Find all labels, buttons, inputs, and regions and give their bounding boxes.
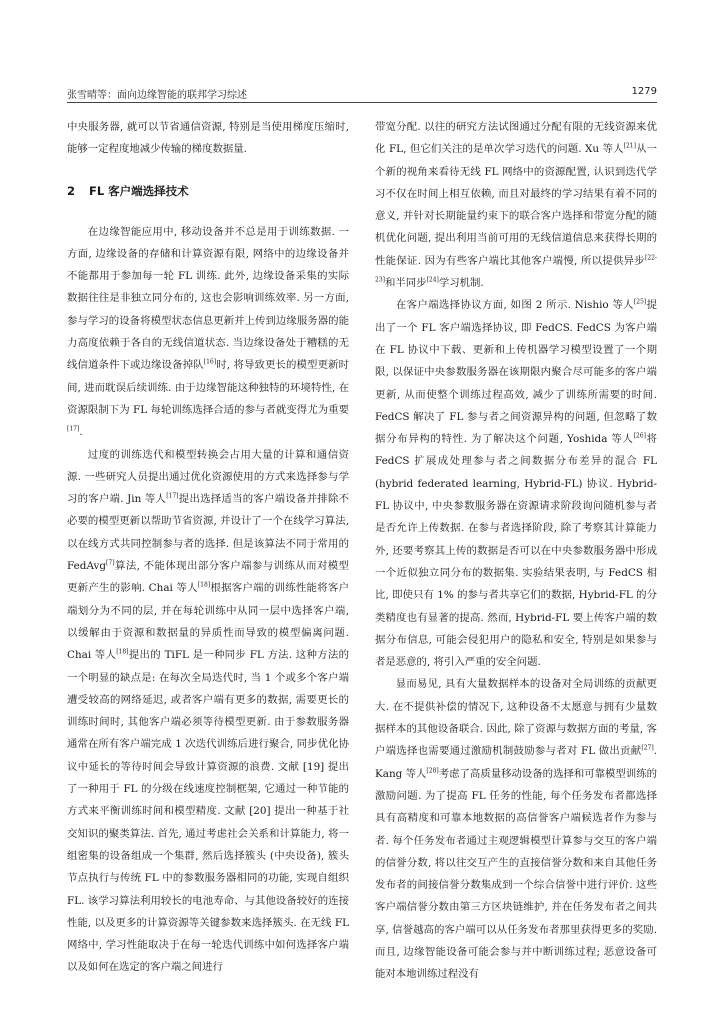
citation[interactable]: [17] (166, 492, 179, 500)
section-heading (67, 176, 349, 206)
page-number: 1279 (631, 86, 657, 97)
citation[interactable]: [7] (106, 559, 115, 567)
paragraph: 带宽分配. 以往的研究方法试图通过分配有限的无线资源来优化 FL, 但它们关注的是单次学习迭代的问题. Xu 等人[21]从一个新的视角来看待无线 FL 网络中的资源配置, 认识到迭代学习不仅在时间上相互依赖, 而且对最终的学习结果有着不同的意义, 并针对长期能量约束下的联合客户选择和带宽分配的随机优化问题, 提出利用当前可用的无线信道信息来获得长期的性能保证. 因为有些客户端比其他客户端慢, 所以提供异步[22-23]和半同步[24]学习机制. (375, 121, 657, 290)
citation[interactable]: [17] (67, 425, 80, 433)
citation[interactable]: [22-23] (375, 254, 657, 284)
section-title: FL 客户端选择技术 (89, 183, 189, 198)
section-number: 2 (67, 183, 76, 198)
paragraph: 在边缘智能应用中, 移动设备并不总是用于训练数据. 一方面, 边缘设备的存储和计算资源有限, 网络中的边缘设备并不能都用于参加每一轮 FL 训练. 此外, 边缘设备采集的实际数据往往是非独立同分布的, 这也会影响训练效率. 另一方面, 参与学习的设备将模型状态信息更新并上传到边缘服务器的能力高度依赖于各自的无线信道状态. 当边缘设备处于糟糕的无线信道条件下或边缘设备掉队[16]时, 将导致更长的模型更新时间, 进而耽误后续训练. 由于边缘智能这种独特的环境特性, 在资源限制下为 FL 每轮训练选择合适的参与者就变得尤为重要[17]. (67, 225, 349, 439)
header-rule (67, 102, 657, 103)
citation[interactable]: [25] (633, 298, 647, 306)
citation[interactable]: [28] (426, 767, 439, 775)
paragraph: 过度的训练迭代和模型转换会占用大量的计算和通信资源. 一些研究人员提出通过优化资源使用的方式来选择参与学习的客户端. Jin 等人[17]提出选择适当的客户端设备并排除不必要的模型更新以帮助节省资源, 并设计了一个在线学习算法, 以在线方式共同控制参与者的选择. 但是该算法不同于常用的 FedAvg[7]算法, 不能体现出部分客户端参与训练从而对模型更新产生的影响. Chai 等人[18]根据客户端的训练性能将客户端划分为不同的层, 并在每轮训练中从同一层中选择客户端, 以缓解由于资源和数据量的异质性而导致的模型偏离问题. Chai 等人[18]提出的 TiFL 是一种同步 FL 方法. 这种方法的一个明显的缺点是: 在每次全局迭代时, 当 1 个或多个客户端遭受较高的网络延迟, 或者客户端有更多的数据, 需要更长的训练时间时, 其他客户端必须等待模型更新. 由于参数服务器通常在所有客户端完成 1 次迭代训练后进行聚合, 同步优化协议中延长的等待时间会导致计算资源的浪费. 文献 [19] 提出了一种用于 FL 的分级在线速度控制框架, 它通过一种节能的方式来平衡训练时间和模型精度. 文献 [20] 提出一种基于社交知识的聚类算法. 首先, 通过考虑社会关系和计算能力, 将一组密集的设备组成一个集群, 然后选择簇头 (中央设备), 簇头节点执行与传统 FL 中的参数服务器相同的功能, 实现自组织 FL. 该学习算法利用较长的电池寿命、与其他设备较好的连接性能, 以及更多的计算资源等关键参数来选择簇头. 在无线 FL 网络中, 学习性能取决于在每一轮迭代训练中如何选择客户端以及如何在选定的客户端之间进行 (67, 448, 349, 974)
citation[interactable]: [18] (116, 648, 129, 656)
citation[interactable]: [18] (197, 581, 211, 589)
right-column (375, 116, 657, 996)
citation[interactable]: [16] (203, 358, 217, 366)
running-header (67, 86, 657, 100)
paragraph: 中央服务器, 就可以节省通信资源, 特别是当使用梯度压缩时, 能够一定程度地减少传输的梯度数据量. (67, 121, 349, 156)
left-column (67, 116, 349, 996)
paragraph: 在客户端选择协议方面, 如图 2 所示. Nishio 等人[25]提出了一个 FL 客户端选择协议, 即 FedCS. FedCS 为客户端在 FL 协议中下载、更新和上传机器学习模型设置了一个期限, 以保证中央参数服务器在该期限内聚合尽可能多的客户端更新, 从而使整个训练过程高效, 减少了训练所需要的时间. FedCS 解决了 FL 参与者之间资源异构的问题, 但忽略了数据分布异构的特性. 为了解决这个问题, Yoshida 等人[26]将 FedCS 扩展成处理参与者之间数据分布差异的混合 FL (hybrid federated learning, Hybrid-FL) 协议. Hybrid-FL 协议中, 中央参数服务器在资源请求阶段询问随机参与者是否允许上传数据. 在参与者选择阶段, 除了考察其计算能力外, 还要考察其上传的数据是否可以在中央参数服务器中形成一个近似独立同分布的数据集. 实验结果表明, 与 FedCS 相比, 即使只有 1% 的参与者共享它们的数据, Hybrid-FL 的分类精度也有显著的提高. 然而, Hybrid-FL 要上传客户端的数据分布信息, 可能会侵犯用户的隐私和安全, 特别是如果参与者是恶意的, 将引入严重的安全问题. (375, 298, 657, 669)
citation[interactable]: [26] (633, 432, 646, 440)
paragraph: 显而易见, 具有大量数据样本的设备对全局训练的贡献更大. 在不提供补偿的情况下, 这种设备不太愿意与拥有少量数据样本的其他设备联合. 因此, 除了资源与数据方面的考量, 客户端选择也需要通过激励机制鼓励参与者对 FL 做出贡献[27]. Kang 等人[28]考虑了高质量移动设备的选择和可靠模型训练的激励问题. 为了提高 FL 任务的性能, 每个任务发布者都选择具有高精度和可靠本地数据的高信誉客户端候选者作为参与者. 每个任务发布者通过主观逻辑模型计算参与交互的客户端的信誉分数, 将以往交互产生的直接信誉分数和来自其他任务发布者的间接信誉分数集成到一个综合信誉中进行评价. 这些客户端信誉分数由第三方区块链维护, 并在任务发布者之间共享, 信誉越高的客户端可以从任务发布者那里获得更多的奖励. 而且, 边缘智能设备可能会参与并中断训练过程; 恶意设备可能对本地训练过程没有 (375, 678, 657, 981)
citation[interactable]: [27] (641, 744, 654, 752)
citation[interactable]: [21] (623, 142, 636, 150)
citation[interactable]: [24] (426, 276, 439, 284)
running-title: 张雪晴等：面向边缘智能的联邦学习综述 (67, 90, 247, 101)
